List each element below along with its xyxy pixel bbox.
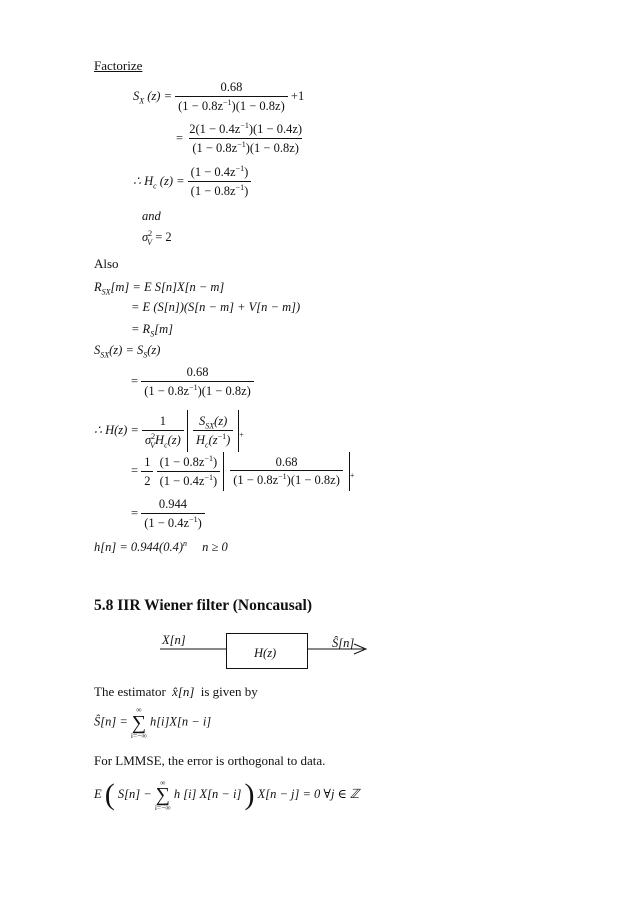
filter-block-label: H(z) — [254, 646, 277, 660]
hc-fraction — [188, 165, 252, 199]
sx-sub: X — [139, 96, 145, 106]
eq-ssx: $S_{SX}(z) = S_S(z)$ — [94, 343, 161, 360]
plus-one: +1 — [290, 88, 305, 103]
diagram-output-label: Ŝ[n] — [332, 636, 355, 650]
lmmse-text: For LMMSE, the error is orthogonal to data. — [94, 753, 326, 768]
h2-fraction: $\frac{(1 - 0.8z^{-1})}{(1 - 0.4z^{-1})}$ — [157, 455, 221, 489]
hc-symbol: ∴ H — [133, 173, 154, 188]
eq-h-general: ∴ H(z) = $\frac{1}{\sigma^2_VH_c(z)}$ $\frac{S_{SX}(z)}{H_c(z^{-1})}$ $_+$ — [94, 410, 244, 452]
orth-sum-symbol-icon: ∞ ∑ i=−∞ — [154, 777, 171, 812]
sx-arg: (z) = — [147, 88, 173, 103]
half-fraction: $\frac{1}{2}$ — [141, 455, 153, 489]
eq-sx — [133, 80, 304, 114]
sx-den: $(1 - 0.8z^{-1})(1 - 0.8z)$ — [175, 96, 288, 114]
sx-factored-den: $(1 - 0.8z^{-1})(1 - 0.8z)$ — [189, 138, 302, 156]
eq-h-final: = $\frac{0.944}{(1 - 0.4z^{-1})}$ — [131, 497, 205, 531]
eq-sigma: $\sigma^2_V = 2$ — [142, 228, 172, 247]
hc-num: $(1 - 0.4z^{-1})$ — [190, 163, 249, 179]
sum-symbol-icon: ∞ ∑ i=−∞ — [130, 705, 147, 740]
h-final-fraction: $\frac{0.944}{(1 - 0.4z^{-1})}$ — [141, 497, 205, 531]
eq-sx-factored: = $\frac{2(1 - 0.4z^{-1})(1 - 0.4z)}{(1 - 0.8z^{-1})(1 - 0.8z)}$ — [176, 122, 305, 156]
hc-den: $(1 - 0.8z^{-1})$ — [188, 181, 252, 199]
sx-num: 0.68 — [220, 80, 243, 94]
eq-hn: $h[n] = 0.944(0.4)^n$ n ≥ 0 — [94, 538, 228, 554]
diagram-input-label: X[n] — [162, 633, 186, 647]
and-label: and — [142, 209, 161, 223]
ssx-fraction: $\frac{0.68}{(1 - 0.8z^{-1})(1 - 0.8z)}$ — [141, 365, 254, 399]
estimator-line: The estimator x̂[n] is given by — [94, 684, 258, 699]
section-heading: 5.8 IIR Wiener filter (Noncausal) — [94, 597, 312, 614]
sx-symbol: S — [133, 88, 140, 103]
factorize-label: Factorize — [94, 58, 143, 73]
filter-block — [226, 633, 308, 669]
eq-ssx-value: = $\frac{0.68}{(1 - 0.8z^{-1})(1 - 0.8z)}$ — [131, 365, 254, 399]
sx-factored-num: $2(1 - 0.4z^{-1})(1 - 0.4z)$ — [189, 120, 303, 136]
eq-shat: Ŝ[n] = ∞ ∑ i=−∞ h[i]X[n − i] — [94, 705, 212, 740]
sx-fraction — [175, 80, 288, 114]
eq-hc: ∴ $H_c$ (z) = $\frac{(1 - 0.4z^{-1})}{(1 - 0.8z^{-1})}$ — [133, 165, 251, 199]
eq-h-substituted: = $\frac{1}{2}$ $\frac{(1 - 0.8z^{-1})}{(1 - 0.4z^{-1})}$ $\frac{0.68}{(1 - 0.8z^{-1})(1 - 0.8z)}$ $_+$ — [131, 452, 354, 491]
h-general-fraction: $\frac{1}{\sigma^2_VH_c(z)}$ — [142, 414, 184, 448]
also-label: Also — [94, 256, 119, 271]
eq-rsx-3: = $R_S[m]$ — [131, 322, 173, 339]
eq-rsx-2: = E (S[n])(S[n − m] + V[n − m]) — [131, 300, 301, 314]
h2-bracket: $\frac{0.68}{(1 - 0.8z^{-1})(1 - 0.8z)}$ — [223, 452, 350, 491]
h-general-bracket: $\frac{S_{SX}(z)}{H_c(z^{-1})}$ — [187, 410, 239, 452]
sx-factored-fraction — [186, 122, 305, 156]
eq-rsx-1: $R_{SX}[m] = E$ S[n]X[n − m] — [94, 280, 225, 297]
eq-orthogonality: E ( S[n] − ∞ ∑ i=−∞ h [i] X[n − i] ) X[n − j] = 0 ∀j ∈ ℤ — [94, 777, 360, 812]
